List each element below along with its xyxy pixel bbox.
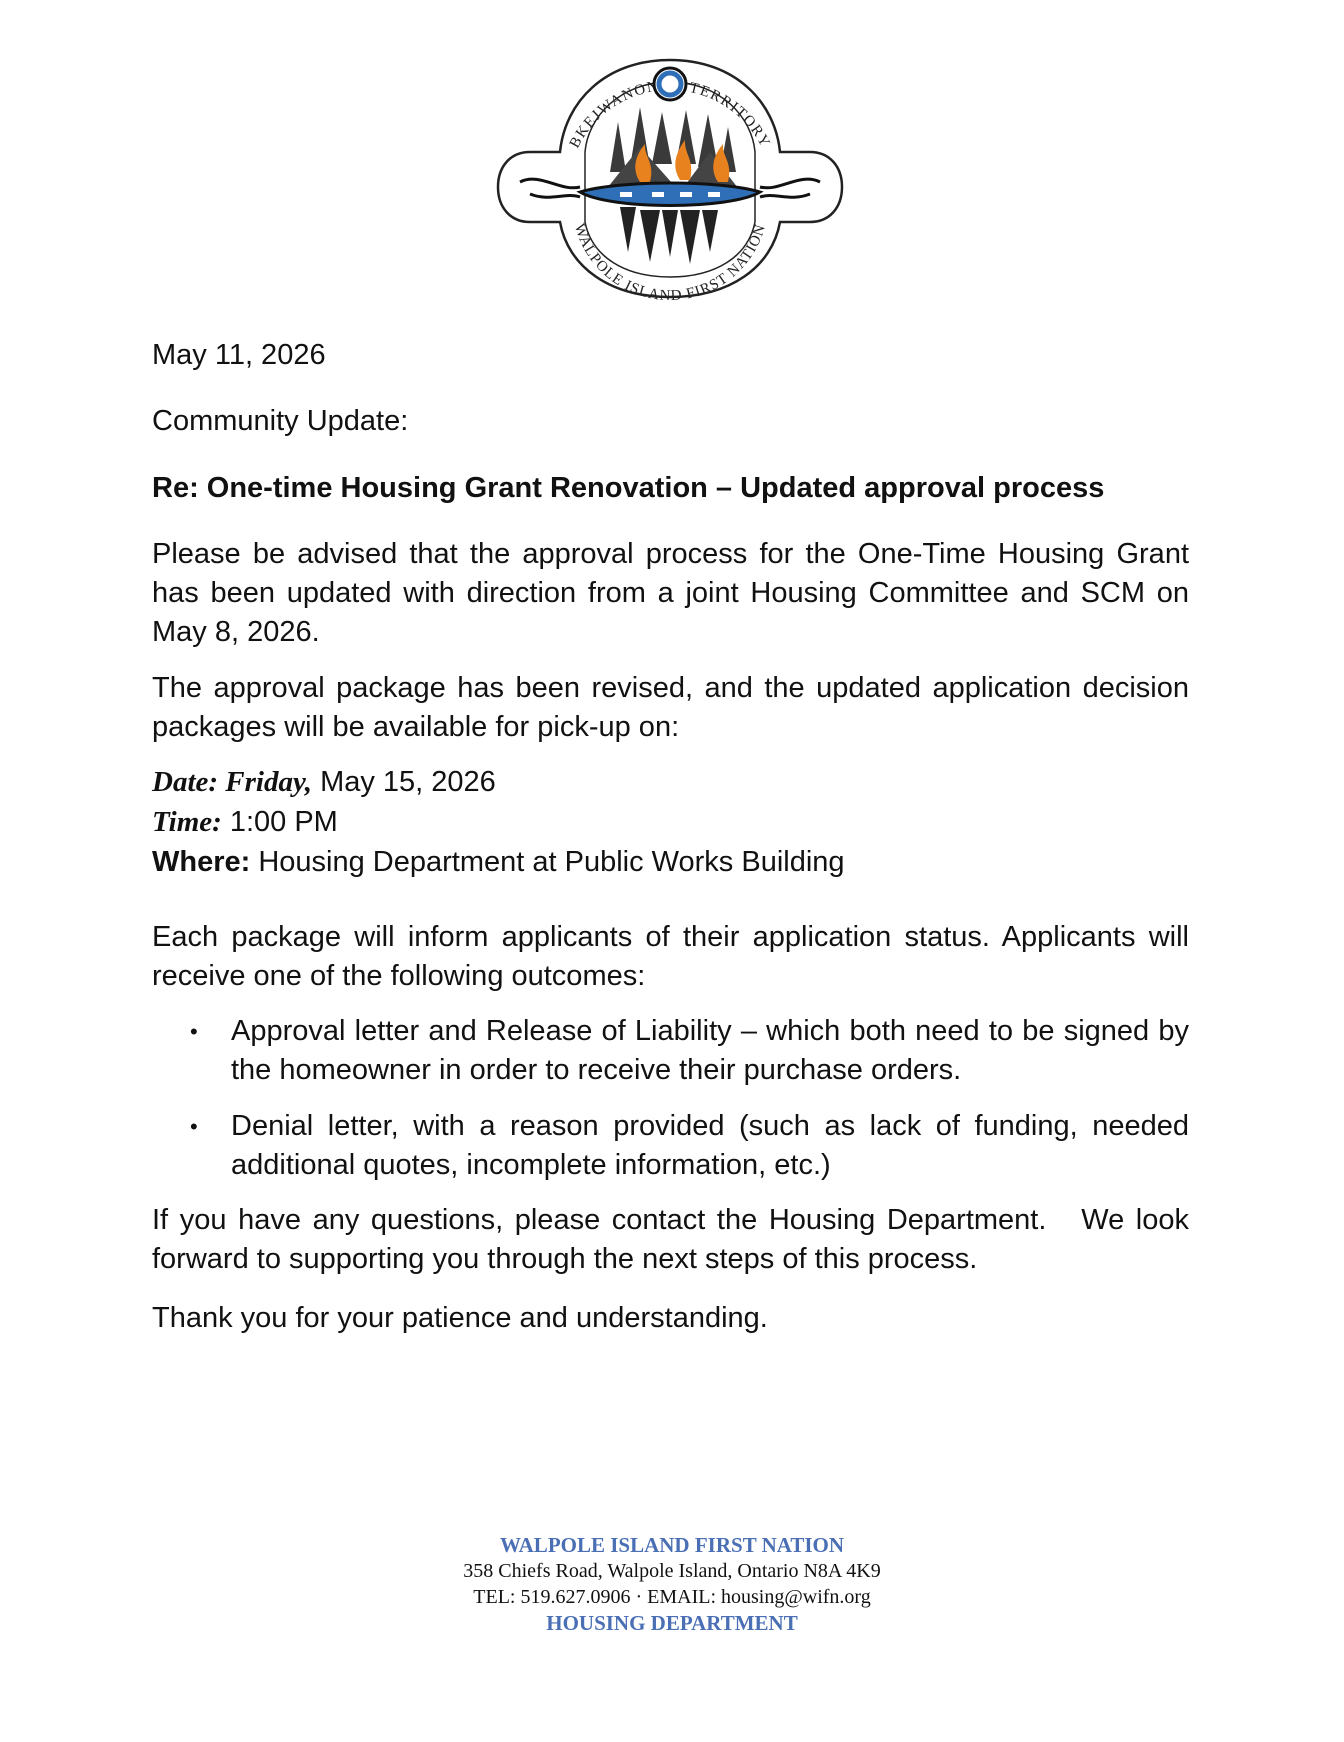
letter-greeting: Community Update:	[152, 405, 409, 437]
outcome-approval: Approval letter and Release of Liability – which both need to be signed by the homeowner in order to receive their purchase orders.	[231, 1015, 1189, 1086]
footer-org-name: WALPOLE ISLAND FIRST NATION	[499, 1533, 845, 1557]
paragraph-process-updated: Please be advised that the approval process for the One-Time Housing Grant has been updated with direction from a joint Housing Committee and SCM on May 8, 2026.	[152, 538, 1189, 648]
outcomes-list	[152, 1012, 1189, 1202]
pickup-where-label: Where:	[152, 846, 251, 878]
footer	[0, 1532, 1344, 1636]
paragraph-thank-you: Thank you for your patience and understanding.	[152, 1302, 768, 1334]
list-item	[152, 1012, 1189, 1090]
letter-subject: Re: One-time Housing Grant Renovation – Updated approval process	[152, 472, 1105, 504]
paragraph-package-revised: The approval package has been revised, and the updated application decision packages will be available for pick-up on:	[152, 672, 1189, 743]
letter-date: May 11, 2026	[152, 339, 326, 371]
paragraph-application-status: Each package will inform applicants of their application status. Applicants will receive one of the following outcomes:	[152, 921, 1189, 992]
pickup-where-value: Housing Department at Public Works Building	[250, 846, 845, 878]
list-item	[152, 1107, 1189, 1185]
outcome-denial: Denial letter, with a reason provided (such as lack of funding, needed additional quotes, incomplete information, etc.)	[231, 1110, 1189, 1181]
pickup-date	[152, 762, 1189, 802]
pickup-time	[152, 802, 1189, 842]
pickup-date-value: May 15, 2026	[312, 766, 496, 798]
pickup-date-label: Date: Friday,	[152, 766, 313, 798]
bullet-icon: •	[190, 1019, 198, 1044]
pickup-time-value: 1:00 PM	[221, 806, 338, 838]
bullet-icon: •	[190, 1114, 198, 1139]
svg-text:WALPOLE ISLAND FIRST NATION: WALPOLE ISLAND FIRST NATION	[570, 221, 770, 302]
pickup-details	[152, 762, 1189, 882]
svg-text:BKEJWANONG · TERRITORY: BKEJWANO TERRITORY	[566, 79, 774, 151]
paragraph-questions: If you have any questions, please contact the Housing Department. We look forward to supporting you through the next steps of this process.	[152, 1204, 1198, 1275]
pickup-location	[152, 842, 1189, 882]
walpole-island-logo	[480, 52, 860, 302]
footer-contact: TEL: 519.627.0906 · EMAIL: housing@wifn.org	[473, 1586, 871, 1608]
footer-address: 358 Chiefs Road, Walpole Island, Ontario N8A 4K9	[463, 1560, 881, 1582]
footer-department: HOUSING DEPARTMENT	[546, 1611, 798, 1635]
pickup-time-label: Time:	[152, 806, 222, 838]
